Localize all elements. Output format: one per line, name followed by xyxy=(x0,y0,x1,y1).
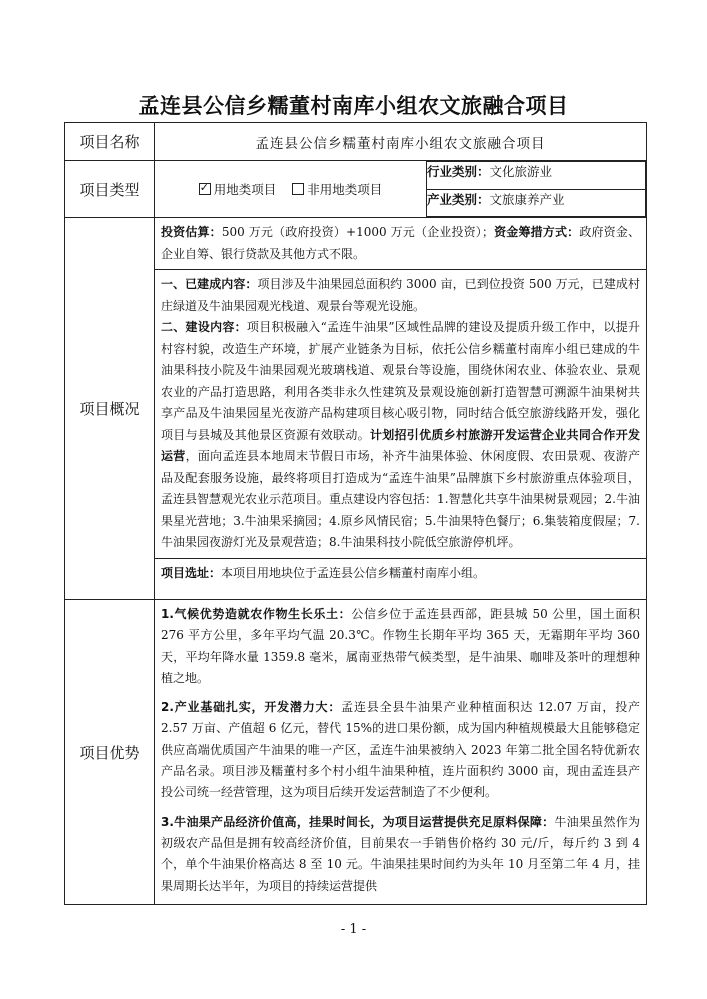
advantage-3-text: 牛油果虽然作为初级农产品但是拥有较高经济价值，目前果农一手销售价格约 30 元/斤，每斤约 3 到 4 个，单个牛油果价格高达 8 至 10 元。牛油果挂果时间约为头年 10 月至第二年 4 月，挂果周期长达半年，为项目的持续运营提供 xyxy=(161,814,640,893)
overview-label: 项目概况 xyxy=(65,218,155,600)
category-table xyxy=(427,161,646,217)
content-text-1: 项目积极融入“孟连牛油果”区域性品牌的建设及提质升级工作中，以提升村容村貌，改造生产环境，扩展产业链条为目标，依托公信乡糯董村南库小组已建成的牛油果科技小院及牛油果园观光玻璃栈道、观景台等设施，围绕休闲农业、体验农业、景观农业的产品打造思路，利用各类非永久性建筑及景观设施创新打造智慧可溯源牛油果树共享产品及牛油果园星光夜游产品构建项目核心吸引物，同时结合低空旅游线路开发，强化项目与县城及其他景区资源有效联动。 xyxy=(161,320,640,442)
checked-checkbox-icon[interactable] xyxy=(199,183,211,195)
project-name-label: 项目名称 xyxy=(65,123,155,161)
content-label: 二、建设内容： xyxy=(161,320,247,334)
site-text: 本项目用地块位于孟连县公信乡糯董村南库小组。 xyxy=(221,565,486,580)
advantage-item-1 xyxy=(155,600,646,693)
project-table xyxy=(64,122,647,905)
page-title: 孟连县公信乡糯董村南库小组农文旅融合项目 xyxy=(138,94,569,118)
industry-label: 行业类别： xyxy=(427,164,490,179)
invest-text: 500 万元（政府投资）+1000 万元（企业投资）； xyxy=(221,225,494,239)
advantage-2-label: 2.产业基础扎实，开发潜力大： xyxy=(161,700,342,715)
invest-label: 投资估算： xyxy=(161,225,222,239)
advantage-3-label: 3.牛油果产品经济价值高，挂果时间长，为项目运营提供充足原料保障： xyxy=(161,814,555,829)
site-label: 项目选址： xyxy=(161,565,222,580)
project-type-label: 项目类型 xyxy=(65,161,155,218)
industry-category xyxy=(427,162,646,190)
advantage-item-2 xyxy=(155,693,646,807)
built-text: 项目涉及牛油果园总面积约 3000 亩，已到位投资 500 万元，已建成村庄绿道及牛油果园观光栈道、观景台等观光设施。 xyxy=(161,277,640,313)
page-number: - 1 - xyxy=(340,922,367,937)
sector-category xyxy=(427,189,646,217)
sector-value: 文旅康养产业 xyxy=(489,191,565,207)
project-type-options xyxy=(155,161,427,218)
funding-label: 资金筹措方式： xyxy=(493,225,580,239)
advantage-1-text: 公信乡位于孟连县西部，距县城 50 公里，国土面积 276 平方公里，多年平均气温 20.3℃。作物生长期年平均 365 天，无霜期年平均 360 天，平均年降水量 1359.8 毫米，属南亚热带气候类型，是牛油果、咖啡及茶叶的理想种植之地。 xyxy=(161,607,640,685)
advantage-2-text: 孟连县全县牛油果产业种植面积达 12.07 万亩，投产 2.57 万亩、产值超 6 亿元，替代 15%的进口果份额，成为国内种植规模最大且能够稳定供应高端优质国产牛油果的唯一产区，孟连牛油果被纳入 2023 年第二批全国名特优新农产品名录。项目涉及糯董村多个村小组牛油果种植，连片面积约 3000 亩，现由孟连县产投公司统一经营管理，这为项目后续开发运营制造了不少便利。 xyxy=(161,700,640,800)
funding-text: 政府资金、企业自筹、银行贷款及其他方式不限。 xyxy=(161,225,640,261)
advantage-label: 项目优势 xyxy=(65,600,155,905)
industry-value: 文化旅游业 xyxy=(489,164,553,179)
type-option-nonland: 非用地类项目 xyxy=(307,182,383,197)
built-content-block xyxy=(155,269,646,558)
content-bold: 计划招引优质乡村旅游开发运营企业共同合作开发运营 xyxy=(161,427,640,463)
site-block xyxy=(155,558,646,589)
content-text-2: ，面向孟连县本地周末节假日市场，补齐牛油果体验、休闲度假、农田景观、夜游产品及配套服务设施，最终将项目打造成为“孟连牛油果”品牌旗下乡村旅游重点体验项目，孟连县智慧观光农业示范项目。重点建设内容包括：1.智慧化共享牛油果树景观园；2.牛油果星光营地；3.牛油果采摘园；4.原乡风情民宿；5.牛油果特色餐厅；6.集装箱度假屋；7.牛油果园夜游灯光及景观营造；8.牛油果科技小院低空旅游停机坪。 xyxy=(161,449,640,549)
project-name-value: 孟连县公信乡糯董村南库小组农文旅融合项目 xyxy=(155,123,647,161)
built-label: 一、已建成内容： xyxy=(161,277,258,291)
advantage-item-3 xyxy=(155,808,646,901)
advantage-1-label: 1.气候优势造就农作物生长乐土： xyxy=(161,607,352,621)
investment-block xyxy=(155,218,646,269)
type-option-land: 用地类项目 xyxy=(213,182,277,197)
sector-label: 产业类别： xyxy=(427,191,490,207)
unchecked-checkbox-icon[interactable] xyxy=(292,183,304,195)
